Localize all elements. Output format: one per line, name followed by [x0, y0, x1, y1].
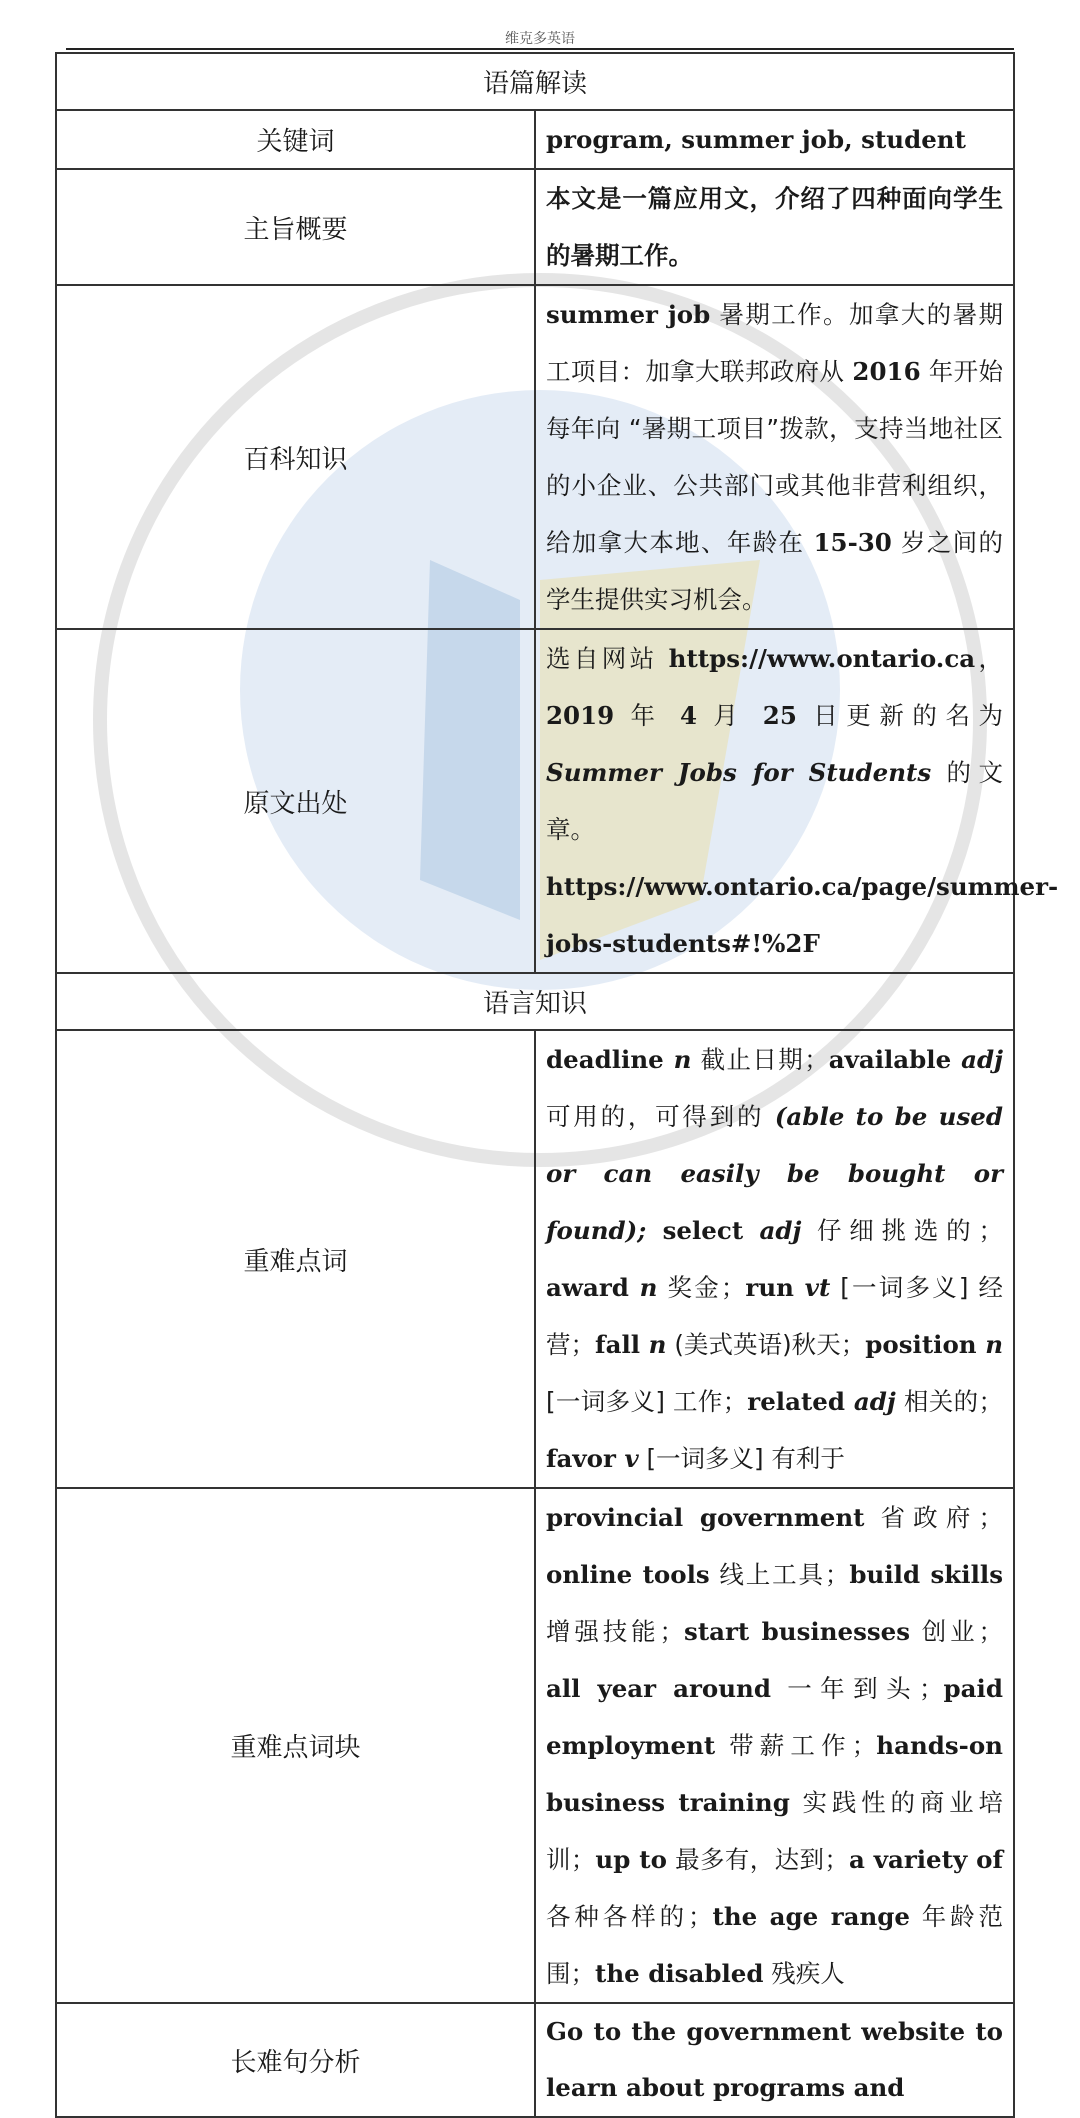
- vocab-meaning: 奖金；: [657, 1273, 746, 1302]
- part-of-speech: adj: [853, 1387, 896, 1416]
- row-label-summary: 主旨概要: [56, 169, 535, 285]
- chunk-phrase: paid employment: [546, 1674, 1003, 1760]
- year-value: 2016: [852, 357, 921, 386]
- vocab-meaning: (美式英语)秋天；: [666, 1330, 866, 1359]
- text-segment: 年: [614, 701, 680, 730]
- chunk-phrase: provincial government: [546, 1503, 865, 1532]
- chunk-meaning: 一年到头；: [770, 1674, 944, 1703]
- part-of-speech: vt: [804, 1273, 831, 1302]
- part-of-speech: n: [648, 1330, 667, 1359]
- part-of-speech: adj: [961, 1045, 1003, 1074]
- part-of-speech: adj: [759, 1216, 802, 1245]
- source-url-link[interactable]: https://www.ontario.ca/page/summer-jobs-students#!%2F: [546, 872, 1059, 958]
- text-segment: ，: [975, 644, 1003, 673]
- vocab-text: [535, 1030, 1014, 1488]
- chunk-phrase: the age range: [712, 1902, 911, 1931]
- article-title: Summer Jobs for Students: [546, 758, 932, 787]
- month-value: 4: [679, 701, 698, 730]
- vocab-meaning: 仔细挑选的；: [801, 1216, 1003, 1245]
- chunk-phrase: all year around: [546, 1674, 771, 1703]
- vocab-word: favor: [546, 1444, 625, 1473]
- part-of-speech: n: [639, 1273, 658, 1302]
- text-segment: 暑期工作。加拿大的暑期工项目：加拿大联邦政府从: [546, 300, 1003, 386]
- chunk-meaning: 增强技能；: [546, 1617, 685, 1646]
- vocab-gloss: (able to be used or can easily be bought or found);: [546, 1102, 1003, 1245]
- row-label-vocab: 重难点词: [56, 1030, 535, 1488]
- vocab-meaning: 可用的，可得到的: [546, 1102, 775, 1131]
- chunk-meaning: 实践性的商业培训；: [546, 1788, 1003, 1874]
- chunk-phrase: online tools: [546, 1560, 710, 1589]
- part-of-speech: n: [985, 1330, 1004, 1359]
- header-rule: [66, 48, 1014, 50]
- chunk-meaning: 最多有，达到；: [666, 1845, 849, 1874]
- vocab-meaning: [一词多义] 经营；: [546, 1273, 1003, 1359]
- source-site-link[interactable]: https://www.ontario.ca: [668, 644, 976, 673]
- chunk-meaning: 省政府；: [864, 1503, 1003, 1532]
- chunk-meaning: 各种各样的；: [546, 1902, 713, 1931]
- text-segment: 选自网站: [546, 644, 669, 673]
- chunk-meaning: 线上工具；: [709, 1560, 850, 1589]
- text-segment: 年开始每年向 “暑期工项目”拨款，支持当地社区的小企业、公共部门或其他非营利组织，给加拿大本地、年龄在: [546, 357, 1003, 557]
- page-header: 维克多英语: [505, 31, 575, 47]
- chunk-phrase: build skills: [849, 1560, 1003, 1589]
- chunk-phrase: the disabled: [595, 1959, 764, 1988]
- part-of-speech: n: [673, 1045, 692, 1074]
- part-of-speech: v: [624, 1444, 639, 1473]
- chunk-meaning: 残疾人: [763, 1959, 845, 1988]
- chunk-phrase: a variety of: [848, 1845, 1003, 1874]
- reading-analysis-table: [55, 52, 1059, 2118]
- keywords-text: program, summer job, student: [535, 110, 1014, 169]
- row-label-source: 原文出处: [56, 629, 535, 973]
- row-label-keywords: 关键词: [56, 110, 535, 169]
- row-label-encyclopedia: 百科知识: [56, 285, 535, 629]
- sentences-cell: [535, 2003, 1014, 2117]
- section-heading-language: 语言知识: [56, 973, 1014, 1030]
- text-segment: 月: [697, 701, 763, 730]
- source-text: [535, 629, 1059, 973]
- vocab-meaning: [一词多义] 有利于: [638, 1444, 845, 1473]
- sentences-text: Go to the government website to learn about programs and: [546, 2017, 1003, 2102]
- age-range-value: 15-30: [813, 528, 892, 557]
- chunk-phrase: hands-on business training: [546, 1731, 1003, 1817]
- vocab-word: position: [865, 1330, 986, 1359]
- row-label-chunks: 重难点词块: [56, 1488, 535, 2003]
- summary-text: 本文是一篇应用文，介绍了四种面向学生的暑期工作。: [535, 169, 1014, 285]
- text-segment: 岁之间的学生提供实习机会。: [546, 528, 1003, 614]
- encyclopedia-text: [535, 285, 1014, 629]
- section-heading-analysis: 语篇解读: [56, 53, 1014, 110]
- text-segment: 的文章。: [546, 758, 1003, 844]
- vocab-word: related: [747, 1387, 854, 1416]
- day-value: 25: [762, 701, 797, 730]
- vocab-word: award: [546, 1273, 640, 1302]
- year-value: 2019: [546, 701, 615, 730]
- chunk-phrase: start businesses: [684, 1617, 911, 1646]
- row-label-sentences: 长难句分析: [56, 2003, 535, 2117]
- text-segment: 日更新的名为: [796, 701, 1003, 730]
- chunk-meaning: 年龄范围；: [546, 1902, 1004, 1988]
- vocab-word: available: [828, 1045, 962, 1074]
- term: summer job: [546, 300, 711, 329]
- vocab-word: select: [646, 1216, 760, 1245]
- vocab-word: fall: [595, 1330, 649, 1359]
- chunk-meaning: 带薪工作；: [715, 1731, 877, 1760]
- chunk-meaning: 创业；: [910, 1617, 1004, 1646]
- vocab-word: run: [745, 1273, 805, 1302]
- chunks-text: [535, 1488, 1014, 2003]
- vocab-meaning: 截止日期；: [691, 1045, 829, 1074]
- vocab-word: deadline: [546, 1045, 674, 1074]
- chunk-phrase: up to: [595, 1845, 667, 1874]
- vocab-meaning: 相关的；: [895, 1387, 1003, 1416]
- vocab-meaning: [一词多义] 工作；: [546, 1387, 748, 1416]
